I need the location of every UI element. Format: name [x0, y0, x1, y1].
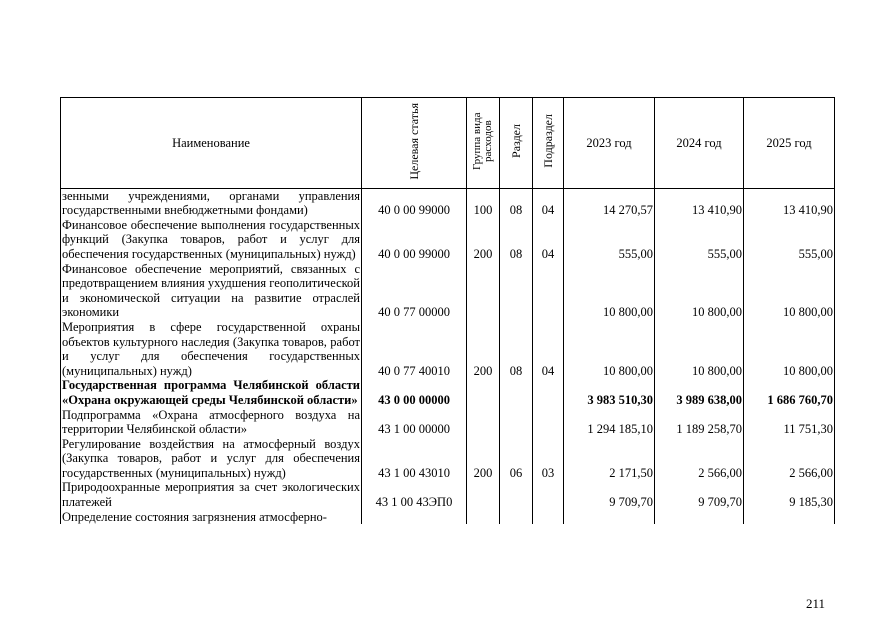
row-section [500, 510, 533, 525]
table-row [61, 320, 835, 378]
row-code: 40 0 77 00000 [362, 262, 467, 320]
row-2023: 1 294 185,10 [564, 408, 655, 437]
row-subsection: 04 [533, 320, 564, 378]
budget-table [60, 97, 835, 524]
row-name: Регулирование воздействия на атмосферный воздух (Закупка товаров, работ и услуг для обеспечения государственных (муниципальных) нужд) [62, 436, 360, 480]
row-group: 100 [467, 188, 500, 218]
row-code: 43 1 00 43ЭП0 [362, 480, 467, 509]
row-2024: 2 566,00 [655, 437, 744, 481]
row-section: 08 [500, 188, 533, 218]
row-2023: 14 270,57 [564, 188, 655, 218]
header-section: Раздел [500, 98, 533, 189]
row-2023: 3 983 510,30 [564, 378, 655, 407]
row-2025: 1 686 760,70 [744, 378, 835, 407]
row-code: 43 1 00 00000 [362, 408, 467, 437]
row-subsection [533, 378, 564, 407]
row-section [500, 262, 533, 320]
row-2024: 3 989 638,00 [655, 378, 744, 407]
row-code: 40 0 00 99000 [362, 188, 467, 218]
header-target: Целевая статья [362, 98, 467, 189]
table-row [61, 437, 835, 481]
row-2025 [744, 510, 835, 525]
table-row [61, 378, 835, 407]
table-row [61, 480, 835, 509]
row-2025: 13 410,90 [744, 188, 835, 218]
row-2025: 555,00 [744, 218, 835, 262]
header-subsection: Подраздел [533, 98, 564, 189]
row-code [362, 510, 467, 525]
row-2025: 11 751,30 [744, 408, 835, 437]
row-section: 08 [500, 218, 533, 262]
row-code: 40 0 77 40010 [362, 320, 467, 378]
row-name: Финансовое обеспечение мероприятий, связанных с предотвращением влияния ухудшения геополитической и экономической ситуации на развитие отраслей экономики [62, 261, 360, 320]
row-group: 200 [467, 437, 500, 481]
page-number: 211 [806, 596, 826, 611]
row-2025: 2 566,00 [744, 437, 835, 481]
row-name: зенными учреждениями, органами управления государственными внебюджетными фондами) [62, 188, 360, 218]
row-2025: 10 800,00 [744, 262, 835, 320]
row-name: Государственная программа Челябинской области «Охрана окружающей среды Челябинской области» [62, 378, 360, 407]
row-subsection [533, 262, 564, 320]
row-2024: 10 800,00 [655, 262, 744, 320]
row-section: 06 [500, 437, 533, 481]
row-group [467, 408, 500, 437]
row-group: 200 [467, 218, 500, 262]
row-code: 43 1 00 43010 [362, 437, 467, 481]
row-2023: 9 709,70 [564, 480, 655, 509]
row-2024: 1 189 258,70 [655, 408, 744, 437]
table-row [61, 408, 835, 437]
row-subsection [533, 510, 564, 525]
header-2023: 2023 год [564, 98, 655, 189]
row-2024: 9 709,70 [655, 480, 744, 509]
row-2023 [564, 510, 655, 525]
header-name: Наименование [61, 98, 362, 189]
row-2023: 2 171,50 [564, 437, 655, 481]
row-2023: 10 800,00 [564, 262, 655, 320]
row-2025: 9 185,30 [744, 480, 835, 509]
row-subsection [533, 480, 564, 509]
row-subsection: 04 [533, 188, 564, 218]
table-row [61, 188, 835, 218]
table-header-row [61, 98, 835, 189]
row-name: Финансовое обеспечение выполнения государственных функций (Закупка товаров, работ и услуг для обеспечения государственных (муниципальных) нужд) [62, 217, 360, 261]
header-2024: 2024 год [655, 98, 744, 189]
row-name: Мероприятия в сфере государственной охраны объектов культурного наследия (Закупка товаров, работ и услуг для обеспечения государственных (муниципальных) нужд) [62, 319, 360, 378]
row-subsection [533, 408, 564, 437]
row-group [467, 378, 500, 407]
row-section [500, 480, 533, 509]
row-code: 43 0 00 00000 [362, 378, 467, 407]
table-row [61, 218, 835, 262]
row-group [467, 480, 500, 509]
header-group: Группа вида расходов [467, 98, 500, 189]
row-name: Подпрограмма «Охрана атмосферного воздуха на территории Челябинской области» [62, 407, 360, 437]
row-2024: 13 410,90 [655, 188, 744, 218]
row-group [467, 510, 500, 525]
row-2025: 10 800,00 [744, 320, 835, 378]
row-subsection: 04 [533, 218, 564, 262]
row-name: Определение состояния загрязнения атмосферно- [61, 510, 362, 525]
row-section: 08 [500, 320, 533, 378]
row-subsection: 03 [533, 437, 564, 481]
row-2023: 555,00 [564, 218, 655, 262]
table-row [61, 510, 835, 525]
table-row [61, 262, 835, 320]
row-2023: 10 800,00 [564, 320, 655, 378]
row-2024: 10 800,00 [655, 320, 744, 378]
row-2024 [655, 510, 744, 525]
row-code: 40 0 00 99000 [362, 218, 467, 262]
row-section [500, 408, 533, 437]
row-group [467, 262, 500, 320]
row-2024: 555,00 [655, 218, 744, 262]
row-group: 200 [467, 320, 500, 378]
row-section [500, 378, 533, 407]
row-name: Природоохранные мероприятия за счет экологических платежей [62, 480, 360, 510]
header-2025: 2025 год [744, 98, 835, 189]
